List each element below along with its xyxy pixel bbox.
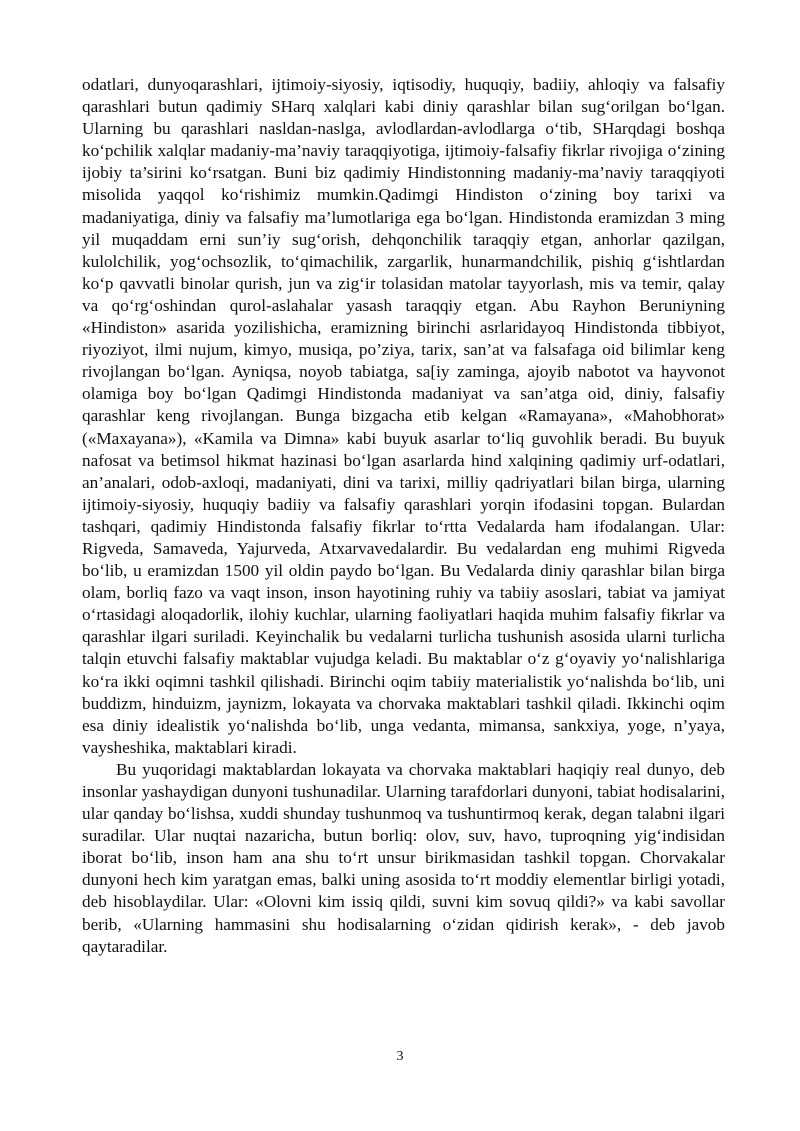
page-number: 3 [396,1049,404,1064]
paragraph-1: odatlari, dunyoqarashlari, ijtimoiy-siyosiy, iqtisodiy, huquqiy, badiiy, ahloqiy va falsafiy qarashlari butun qadimiy SHarq xalqlari kabi diniy qarashlar bilan sug‘orilgan bo‘lgan. Ularning bu qarashlari nasldan-naslga, avlodlardan-avlodlarga o‘tib, SHarqdagi boshqa ko‘pchilik xalqlar madaniy-ma’naviy taraqqiyotiga, ijtimoiy-falsafiy fikrlar rivojiga o‘zining ijobiy ta’sirini ko‘rsatgan. Buni biz qadimiy Hindistonning madaniy-ma’naviy taraqqiyoti misolida yaqqol ko‘rishimiz mumkin.Qadimgi Hindiston o‘zining boy tarixi va madaniyatiga, diniy va falsafiy ma’lumotlariga ega bo‘lgan. Hindistonda eramizdan 3 ming yil muqaddam erni sun’iy sug‘orish, dehqonchilik taraqqiy etgan, anhorlar qazilgan, kulolchilik, yog‘ochsozlik, to‘qimachilik, zargarlik, hunarmandchilik, pishiq g‘ishtlardan ko‘p qavvatli binolar qurish, jun va zig‘ir tolasidan matolar tayyorlash, mis va temir, qalay va qo‘rg‘oshindan qurol-aslahalar yasash taraqqiy etgan. Abu Rayhon Beruniyning «Hindiston» asarida yozilishicha, eramizning birinchi asrlaridayoq Hindistonda tibbiyot, riyoziyot, ilmi nujum, kimyo, musiqa, po’ziya, tarix, san’at va falsafaga oid bilimlar keng rivojlangan bo‘lgan. Ayniqsa, noyob tabiatga, sa[iy zaminga, ajoyib nabotot va hayvonot olamiga boy bo‘lgan Qadimgi Hindistonda madaniyat va san’atga oid, diniy, falsafiy qarashlar keng rivojlangan. Bunga bizgacha etib kelgan «Ramayana», «Mahobhorat» («Maxayana»), «Kamila va Dimna» kabi buyuk asarlar to‘liq guvohlik beradi. Bu buyuk nafosat va betimsol hikmat hazinasi bo‘lgan asarlarda hind xalqining qadimiy urf-odatlari, an’analari, odob-axloqi, madaniyati, dini va tarixi, milliy qadriyatlari bilan birga, ularning ijtimoiy-siyosiy, huquqiy badiiy va falsafiy qarashlari yorqin ifodasini topgan. Bulardan tashqari, qadimiy Hindistonda falsafiy fikrlar to‘rtta Vedalarda ham ifodalangan. Ular: Rigveda, Samaveda, Yajurveda, Atxarvavedalardir. Bu vedalardan eng muhimi Rigveda bo‘lib, u eramizdan 1500 yil oldin paydo bo‘lgan. Bu Vedalarda diniy qarashlar bilan birga olam, borliq fazo va vaqt inson, inson hayotining ruhiy va tabiiy asoslari, tabiat va jamiyat o‘rtasidagi aloqadorlik, ilohiy kuchlar, ularning faoliyatlari haqida muhim falsafiy fikrlar va qarashlar ilgari suriladi. Keyinchalik bu vedalarni turlicha tushunish asosida ularni turlicha talqin etuvchi falsafiy maktablar vujudga keladi. Bu maktablar o‘z g‘oyaviy yo‘nalishlariga ko‘ra ikki oqimni tashkil qilishadi. Birinchi oqim tabiiy materialistik yo‘nalishda bo‘lib, uni buddizm, hinduizm, jaynizm, lokayata va chorvaka maktablari tashkil qiladi. Ikkinchi oqim esa diniy idealistik yo‘nalishda bo‘lib, unga vedanta, mimansa, sankxiya, yoge, n’yaya, vaysheshika, maktablari kiradi. [82,75,725,757]
paragraph-2: Bu yuqoridagi maktablardan lokayata va chorvaka maktablari haqiqiy real dunyo, deb insonlar yashaydigan dunyoni tushunadilar. Ularning tarafdorlari dunyoni, tabiat hodisalarini, ular qanday bo‘lishsa, xuddi shunday tushunmoq va tushuntirmoq kerak, degan talabni ilgari suradilar. Ular nuqtai nazaricha, butun borliq: olov, suv, havo, tuproqning yig‘indisidan iborat bo‘lib, inson ham ana shu to‘rt unsur birikmasidan tashkil topgan. Chorvakalar dunyoni hech kim yaratgan emas, balki uning asosida to‘rt moddiy elementlar birligi yotadi, deb hisoblaydilar. Ular: «Olovni kim issiq qildi, suvni kim sovuq qildi?» va kabi savollar berib, «Ularning hammasini shu hodisalarning o‘zidan qidirish kerak», - deb javob qaytaradilar. [82,759,725,956]
document-body [82,74,725,958]
